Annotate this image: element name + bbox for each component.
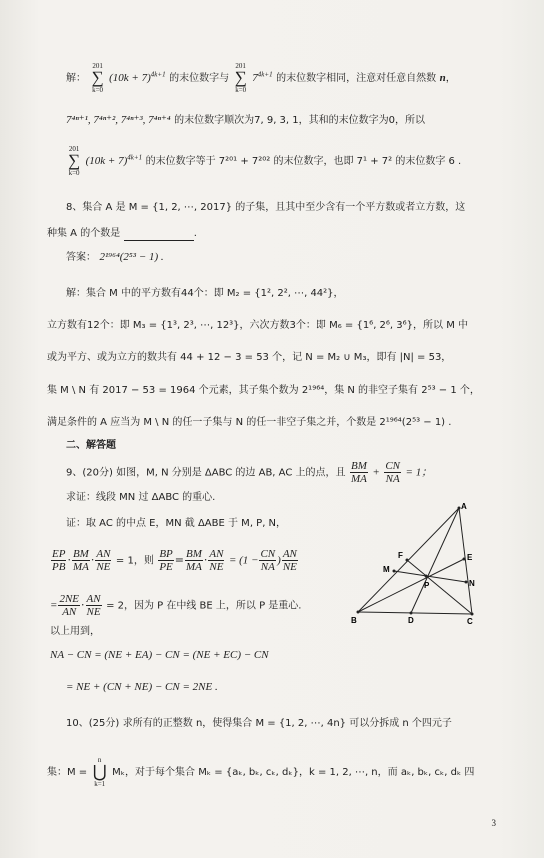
sum-symbol: 201 ∑ k=0 (68, 145, 81, 177)
q8-question-line-1: 8、集合 A 是 M = {1, 2, ⋯, 2017} 的子集，且其中至少含有一个平方数或者立方数，这 (66, 202, 466, 213)
label-C: C (467, 617, 473, 626)
q9-question-line-1: 9、(20分) 如图，M, N 分别是 ΔABC 的边 AB, AC 上的点，且 $\frac{BM}{MA}$ + $\frac{CN}{NA}$ = 1； (66, 460, 433, 485)
label-M: M (383, 565, 390, 574)
q8-solution-line-5: 满足条件的 A 应当为 M \ N 的任一子集与 N 的任一非空子集之并，个数是 2¹⁹⁶⁴(2⁵³ − 1) . (47, 417, 452, 428)
q8-solution-line-4: 集 M \ N 有 2017 − 53 = 1964 个元素，其子集个数为 2¹⁹⁶⁴，集 N 的非空子集有 2⁵³ − 1 个， (47, 385, 480, 396)
fraction: $\frac{CN}{NA}$ (260, 548, 276, 573)
page-number: 3 (491, 818, 496, 828)
sum-symbol: 201 ∑ k=0 (234, 62, 247, 94)
q8-answer: 答案： 2¹⁹⁶⁴(2⁵³ − 1) . (66, 251, 164, 263)
sum-symbol: 201 ∑ k=0 (91, 62, 104, 94)
fraction: $\frac{AN}{NE}$ (96, 548, 111, 573)
fraction: $\frac{CN}{NA}$ (385, 460, 401, 485)
q9-prove: 求证：线段 MN 过 ΔABC 的重心. (66, 492, 216, 503)
answer-blank (124, 230, 194, 241)
union-symbol: n ⋃ k=1 (92, 756, 107, 788)
fraction: $\frac{BM}{MA}$ (186, 548, 202, 573)
label-B: B (351, 616, 357, 625)
label-D: D (408, 616, 414, 625)
q9-menelaus-line: $\frac{EP}{PB}$ · $\frac{BM}{MA}$ · $\frac{AN}{NE}$ = 1，则 $\frac{BP}{PE}$ = $\frac{BM}{MA}$ · $\frac{AN}{NE}$ = (1 − $\frac{CN}{NA}$ ) $\frac{AN}{NE}$ (52, 548, 297, 573)
fraction: $\frac{BP}{PE}$ (159, 548, 173, 573)
q9-equation-2: = NE + (CN + NE) − CN = 2NE . (66, 681, 218, 693)
q10-question-line-1: 10、(25分) 求所有的正整数 n，使得集合 M = {1, 2, ⋯, 4n} 可以分拆成 n 个四元子 (66, 718, 452, 729)
q8-solution-line-3: 或为平方、或为立方的数共有 44 + 12 − 3 = 53 个，记 N = M₂ ∪ M₃，即有 |N| = 53， (47, 352, 452, 363)
fraction: $\frac{2NE}{AN}$ (59, 593, 79, 618)
label-N: N (469, 579, 475, 588)
label-F: F (398, 551, 403, 560)
q9-equation-1: NA − CN = (NE + EA) − CN = (NE + EC) − CN (50, 649, 269, 661)
q7-solution-line-3: 201 ∑ k=0 $(10k + 7)^{4k+1}$ 的末位数字等于 7²⁰¹ + 7²⁰² 的末位数字，也即 7¹ + 7² 的末位数字 6 . (68, 145, 462, 177)
q7-solution-line-1: 解： 201 ∑ k=0 $(10k + 7)^{4k+1}$ 的末位数字与 201 ∑ k=0 $7^{4k+1}$ 的末位数字相同，注意对任意自然数 n， (66, 62, 456, 94)
fraction: $\frac{AN}{NE}$ (86, 593, 101, 618)
fraction: $\frac{BM}{MA}$ (72, 548, 89, 573)
q8-question-line-2: 种集 A 的个数是 . (47, 228, 197, 239)
section-header: 二、解答题 (66, 440, 116, 451)
triangle-figure (348, 498, 482, 628)
q10-question-line-2: 集：M = n ⋃ k=1 Mₖ，对于每个集合 Mₖ = {aₖ, bₖ, cₖ, dₖ}，k = 1, 2, ⋯, n，而 aₖ, bₖ, cₖ, dₖ 四 (47, 756, 475, 788)
fraction: $\frac{EP}{PB}$ (52, 548, 66, 573)
label-E: E (467, 553, 473, 562)
fraction: $\frac{AN}{NE}$ (209, 548, 224, 573)
label-P: P (424, 581, 430, 590)
q8-solution-line-2: 立方数有12个：即 M₃ = {1³, 2³, ⋯, 12³}，六次方数3个：即 M₆ = {1⁶, 2⁶, 3⁶}，所以 M 中 (47, 320, 469, 331)
label-A: A (461, 502, 467, 511)
q9-used-line: 以上用到， (50, 626, 100, 637)
q9-result-line: = $\frac{2NE}{AN}$ · $\frac{AN}{NE}$ = 2，因为 P 在中线 BE 上，所以 P 是重心. (50, 593, 302, 618)
q7-solution-line-2: 7⁴ⁿ⁺¹, 7⁴ⁿ⁺², 7⁴ⁿ⁺³, 7⁴ⁿ⁺⁴ 的末位数字顺次为7, 9, 3, 1，其和的末位数字为0，所以 (66, 114, 425, 126)
fraction: $\frac{AN}{NE}$ (282, 548, 297, 573)
q9-proof-intro: 证：取 AC 的中点 E，MN 截 ΔABE 于 M, P, N， (66, 518, 287, 529)
q8-solution-line-1: 解：集合 M 中的平方数有44个：即 M₂ = {1², 2², ⋯, 44²}， (66, 288, 344, 299)
fraction: $\frac{BM}{MA}$ (351, 460, 367, 485)
